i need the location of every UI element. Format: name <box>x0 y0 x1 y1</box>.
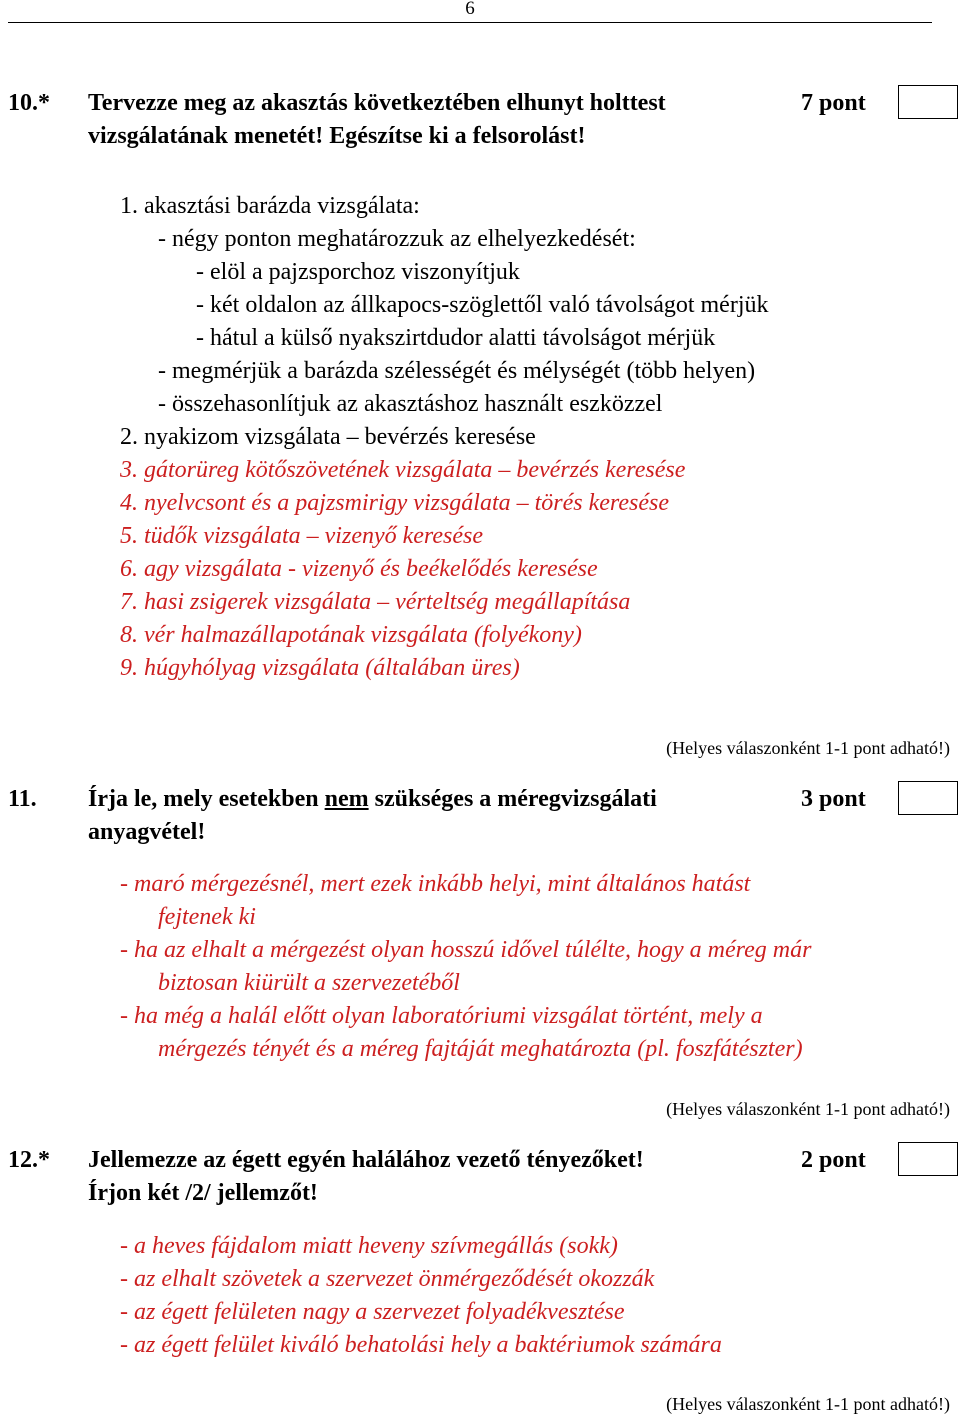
given-line: - négy ponton meghatározzuk az elhelyezkedését: <box>158 226 636 252</box>
given-line: - két oldalon az állkapocs-szöglettől való távolságot mérjük <box>196 292 769 318</box>
header-rule <box>8 22 932 23</box>
page-number: 6 <box>465 0 475 19</box>
given-line: - elöl a pajzsporchoz viszonyítjuk <box>196 259 520 285</box>
score-box <box>898 1142 958 1176</box>
scoring-note: (Helyes válaszonként 1-1 pont adható!) <box>666 1099 950 1119</box>
score-box <box>898 781 958 815</box>
answer-line: 8. vér halmazállapotának vizsgálata (folyékony) <box>120 622 582 648</box>
given-line: - összehasonlítjuk az akasztáshoz használt eszközzel <box>158 391 663 417</box>
answer-line: 5. tüdők vizsgálata – vizenyő keresése <box>120 523 484 549</box>
scoring-note: (Helyes válaszonként 1-1 pont adható!) <box>666 1394 950 1414</box>
question-number: 12.* <box>8 1147 50 1173</box>
given-line: 1. akasztási barázda vizsgálata: <box>120 193 420 219</box>
given-line: - megmérjük a barázda szélességét és mélységét (több helyen) <box>158 358 756 384</box>
answer-line: - az elhalt szövetek a szervezet önmérgeződését okozzák <box>120 1266 655 1292</box>
points-label: 3 pont <box>801 786 866 812</box>
points-label: 7 pont <box>801 90 866 116</box>
answer-line: - az égett felület kiváló behatolási hely a baktériumok számára <box>120 1332 722 1358</box>
answer-line: - a heves fájdalom miatt heveny szívmegállás (sokk) <box>120 1233 618 1259</box>
question-number: 10.* <box>8 90 50 116</box>
answer-line: - az égett felületen nagy a szervezet folyadékvesztése <box>120 1299 625 1325</box>
answer-line: 7. hasi zsigerek vizsgálata – vérteltség megállapítása <box>120 589 631 615</box>
answer-line: - maró mérgezésnél, mert ezek inkább helyi, mint általános hatást <box>120 871 751 897</box>
given-line: - hátul a külső nyakszirtdudor alatti távolságot mérjük <box>196 325 716 351</box>
question-text-line-2: vizsgálatának menetét! Egészítse ki a felsorolást! <box>88 123 586 149</box>
points-label: 2 pont <box>801 1147 866 1173</box>
question-text-line-2: Írjon két /2/ jellemzőt! <box>88 1180 318 1206</box>
answer-line: fejtenek ki <box>158 904 256 930</box>
answer-line: 3. gátorüreg kötőszövetének vizsgálata – bevérzés keresése <box>120 457 686 483</box>
answer-line: - ha még a halál előtt olyan laboratóriumi vizsgálat történt, mely a <box>120 1003 763 1029</box>
answer-line: biztosan kiürült a szervezetéből <box>158 970 460 996</box>
question-text-line-2: anyagvétel! <box>88 819 206 845</box>
score-box <box>898 85 958 119</box>
answer-line: 6. agy vizsgálata - vizenyő és beékelődés keresése <box>120 556 598 582</box>
question-text-line-1: Tervezze meg az akasztás következtében elhunyt holttest <box>88 90 666 116</box>
answer-line: 9. húgyhólyag vizsgálata (általában üres) <box>120 655 520 681</box>
question-number: 11. <box>8 786 37 812</box>
question-text-line-1: Jellemezze az égett egyén halálához vezető tényezőket! <box>88 1147 644 1173</box>
answer-line: - ha az elhalt a mérgezést olyan hosszú idővel túlélte, hogy a méreg már <box>120 937 812 963</box>
answer-line: 4. nyelvcsont és a pajzsmirigy vizsgálata – törés keresése <box>120 490 670 516</box>
scoring-note: (Helyes válaszonként 1-1 pont adható!) <box>666 738 950 758</box>
given-line: 2. nyakizom vizsgálata – bevérzés keresése <box>120 424 536 450</box>
answer-line: mérgezés tényét és a méreg fajtáját meghatározta (pl. foszfátészter) <box>158 1036 803 1062</box>
question-text-line-1: Írja le, mely esetekben nem szükséges a méregvizsgálati <box>88 786 657 812</box>
